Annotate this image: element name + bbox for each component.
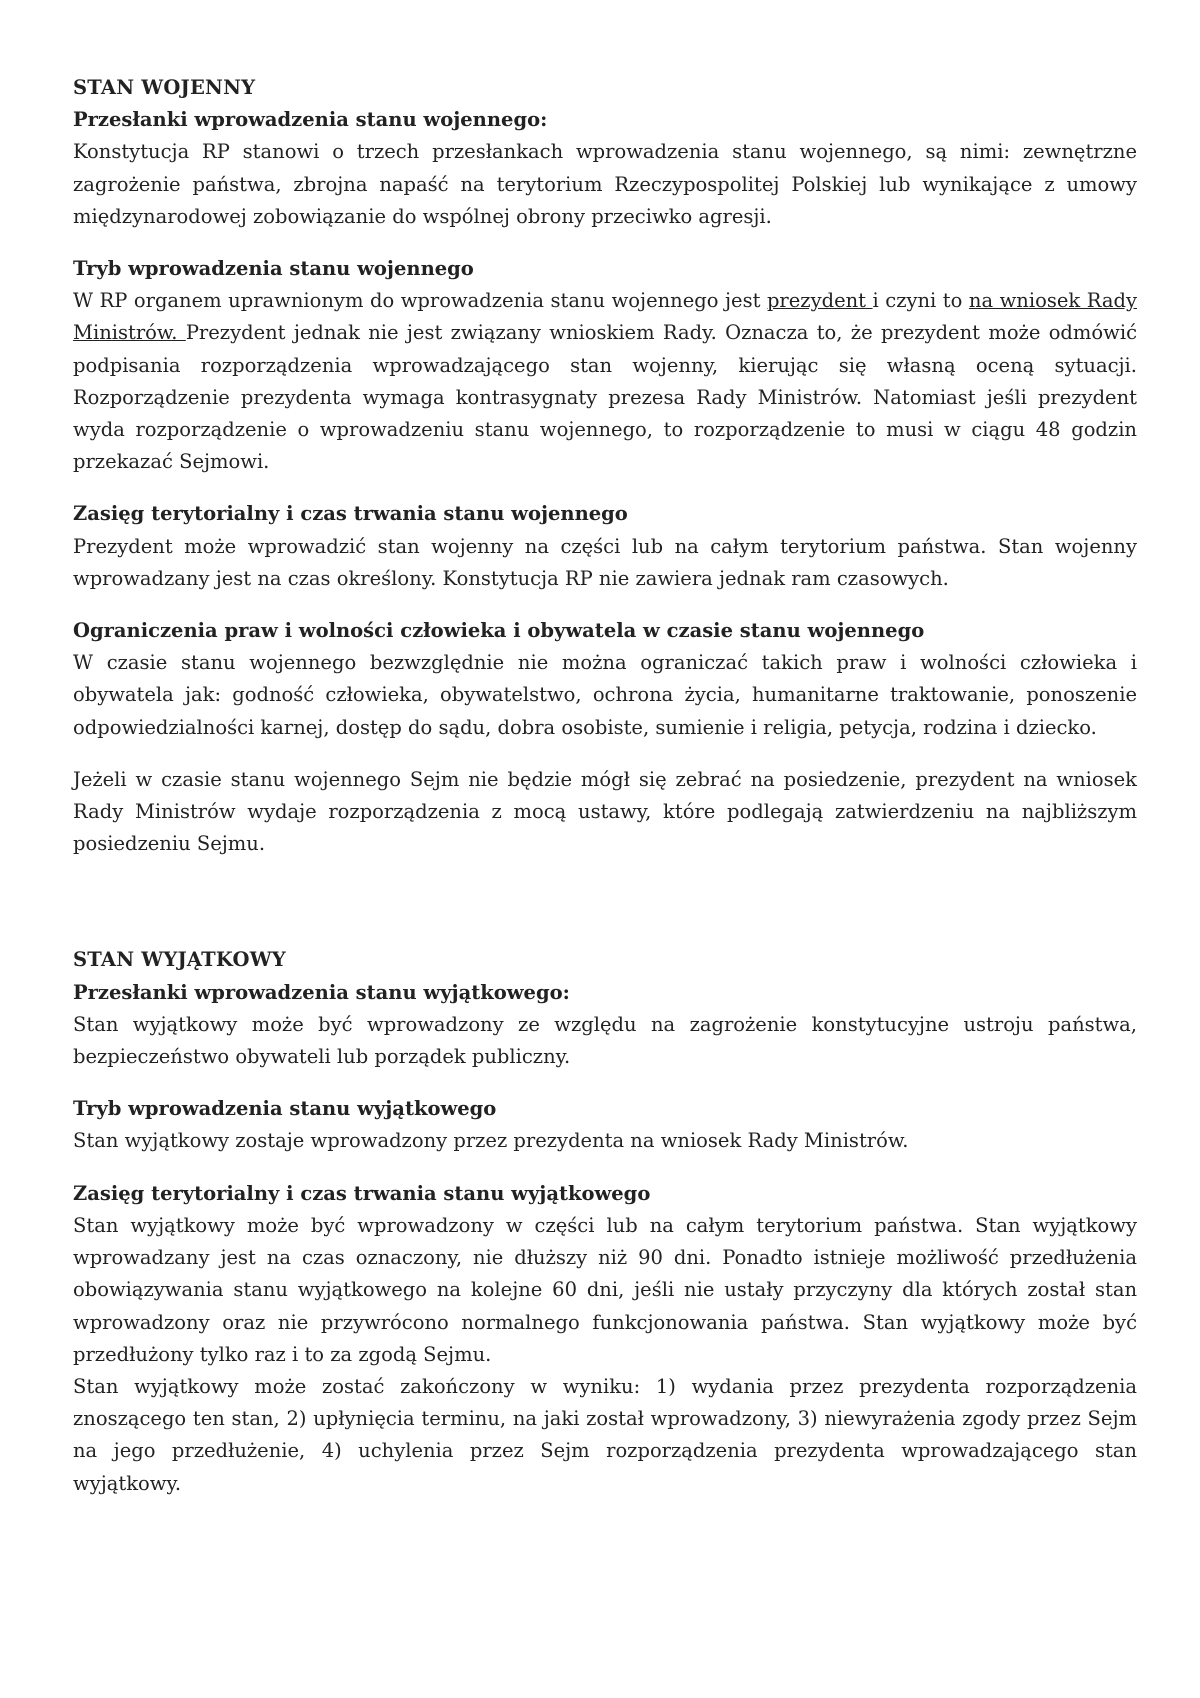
subheading-zasieg: Zasięg terytorialny i czas trwania stanu wojennego xyxy=(73,502,628,526)
paragraph-ograniczenia: W czasie stanu wojennego bezwzględnie nie można ograniczać takich praw i wolności człowieka i obywatela jak: godność człowieka, obywatelstwo, ochrona życia, humanitarne traktowanie, ponoszenie odpowiedzialności karnej, dostęp do sądu, dobra osobiste, sumienie i religia, petycja, rodzina i dziecko. xyxy=(73,651,1137,739)
paragraph-tryb-text-3: Prezydent jednak nie jest związany wnioskiem Rady. Oznacza to, że prezydent może odmówić podpisania rozporządzenia wprowadzającego stan wojenny, kierując się własną oceną sytuacji. Rozporządzenie prezydenta wymaga kontrasygnaty prezesa Rady Ministrów. Natomiast jeśli prezydent wyda rozporządzenie o wprowadzeniu stanu wojennego, to rozporządzenie to musi w ciągu 48 godzin przekazać Sejmowi. xyxy=(73,321,1137,474)
underlined-prezydent: prezydent xyxy=(766,289,873,313)
paragraph-zasieg-2: Stan wyjątkowy może zostać zakończony w wyniku: 1) wydania przez prezydenta rozporządzenia znoszącego ten stan, 2) upłynięcia terminu, na jaki został wprowadzony, 3) niewyrażenia zgody przez Sejm na jego przedłużenie, 4) uchylenia przez Sejm rozporządzenia prezydenta wprowadzającego stan wyjątkowy. xyxy=(73,1374,1137,1495)
subheading-przeslanki: Przesłanki wprowadzenia stanu wyjątkowego: xyxy=(73,980,570,1004)
paragraph-tryb: Stan wyjątkowy zostaje wprowadzony przez prezydenta na wniosek Rady Ministrów. xyxy=(73,1129,909,1153)
paragraph-zasieg-1: Stan wyjątkowy może być wprowadzony w części lub na całym terytorium państwa. Stan wyjątkowy wprowadzany jest na czas oznaczony, nie dłuższy niż 90 dni. Ponadto istnieje możliwość przedłużenia obowiązywania stanu wyjątkowego na kolejne 60 dni, jeśli nie ustały przyczyny dla których został stan wprowadzony oraz nie przywrócono normalnego funkcjonowania państwa. Stan wyjątkowy może być przedłużony tylko raz i to za zgodą Sejmu. xyxy=(73,1213,1137,1366)
paragraph-przeslanki: Konstytucja RP stanowi o trzech przesłankach wprowadzenia stanu wojennego, są nimi: zewnętrzne zagrożenie państwa, zbrojna napaść na terytorium Rzeczypospolitej Polskiej lub wynikające z umowy międzynarodowej zobowiązanie do wspólnej obrony przeciwko agresji. xyxy=(73,140,1137,228)
section-title: STAN WYJĄTKOWY xyxy=(73,948,286,972)
document-page xyxy=(73,72,1137,1500)
subheading-tryb: Tryb wprowadzenia stanu wojennego xyxy=(73,257,474,281)
paragraph-tryb-text-1: W RP organem uprawnionym do wprowadzenia stanu wojennego jest xyxy=(73,289,767,313)
section-stan-wyjatkowy xyxy=(73,944,1137,1499)
paragraph-tryb xyxy=(73,285,1137,478)
paragraph-tryb-text-2: i czyni to xyxy=(872,289,969,313)
subheading-ograniczenia: Ograniczenia praw i wolności człowieka i obywatela w czasie stanu wojennego xyxy=(73,619,925,643)
paragraph-przeslanki: Stan wyjątkowy może być wprowadzony ze względu na zagrożenie konstytucyjne ustroju państwa, bezpieczeństwo obywateli lub porządek publiczny. xyxy=(73,1012,1137,1069)
subheading-przeslanki: Przesłanki wprowadzenia stanu wojennego: xyxy=(73,108,548,132)
subheading-tryb: Tryb wprowadzenia stanu wyjątkowego xyxy=(73,1097,497,1121)
underlined-na-wniosek: na wniosek Rady Ministrów. xyxy=(73,289,1137,345)
paragraph-sejm-note: Jeżeli w czasie stanu wojennego Sejm nie będzie mógł się zebrać na posiedzenie, prezydent na wniosek Rady Ministrów wydaje rozporządzenia z mocą ustawy, które podlegają zatwierdzeniu na najbliższym posiedzeniu Sejmu. xyxy=(73,767,1137,856)
section-title: STAN WOJENNY xyxy=(73,76,256,99)
subheading-zasieg: Zasięg terytorialny i czas trwania stanu wyjątkowego xyxy=(73,1181,651,1205)
paragraph-zasieg: Prezydent może wprowadzić stan wojenny na części lub na całym terytorium państwa. Stan wojenny wprowadzany jest na czas określony. Konstytucja RP nie zawiera jednak ram czasowych. xyxy=(73,534,1137,590)
section-stan-wojenny xyxy=(73,72,1137,860)
